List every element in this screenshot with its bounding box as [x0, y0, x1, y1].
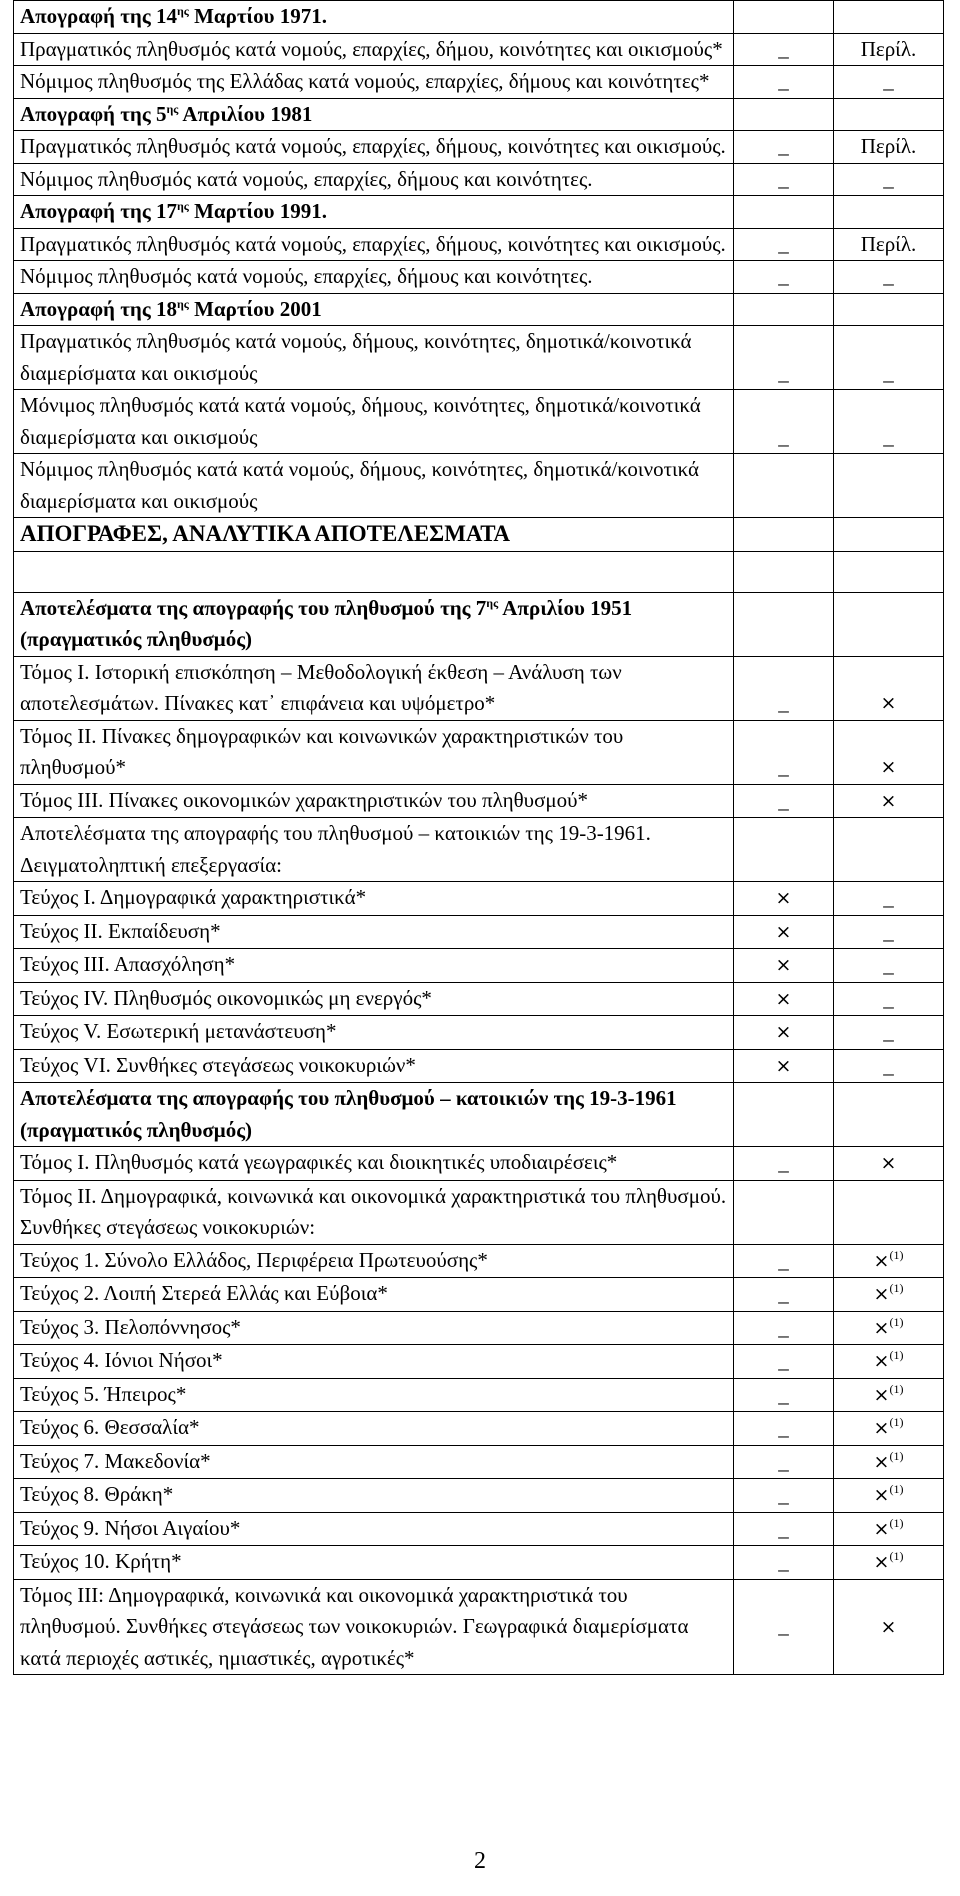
status-cell-b	[834, 818, 944, 882]
dash-mark: _	[778, 1449, 789, 1474]
dash-mark: _	[778, 1349, 789, 1373]
status-cell-b	[834, 1479, 944, 1513]
header-row	[14, 196, 944, 229]
title-cell	[14, 196, 734, 229]
publication-title: Τόμος Ι. Ιστορική επισκόπηση – Μεθοδολογική έκθεση – Ανάλυση των αποτελεσμάτων. Πίνακες κατ᾽ επιφάνεια και υψόμετρο*	[20, 659, 622, 715]
status-cell-a	[734, 1412, 834, 1446]
header-row	[14, 98, 944, 131]
cross-mark: ×	[880, 1615, 897, 1638]
dash-mark: _	[778, 1248, 789, 1273]
status-cell-b	[834, 1412, 944, 1446]
title-cell	[14, 1445, 734, 1479]
publications-table	[13, 0, 944, 1675]
status-cell-b	[834, 98, 944, 131]
cross-mark: ×	[775, 1054, 792, 1077]
dash-mark: _	[883, 1053, 894, 1078]
cross-mark: ×	[873, 1484, 890, 1506]
publication-title: Τεύχος 3. Πελοπόννησος*	[20, 1314, 241, 1339]
item-row	[14, 326, 944, 390]
status-cell-a	[734, 1378, 834, 1412]
cross-mark: ×	[873, 1316, 890, 1339]
title-cell	[14, 656, 734, 720]
cross-mark: ×	[873, 1383, 890, 1406]
item-row	[14, 656, 944, 720]
title-cell	[14, 33, 734, 66]
title-cell	[14, 949, 734, 983]
title-cell	[14, 915, 734, 949]
status-cell-a	[734, 1345, 834, 1379]
title-cell	[14, 1278, 734, 1312]
status-cell-a	[734, 293, 834, 326]
item-row	[14, 949, 944, 983]
status-cell-a	[734, 551, 834, 592]
publication-title: Πραγματικός πληθυσμός κατά νομούς, επαρχίες, δήμους, κοινότητες και οικισμούς.	[20, 134, 726, 158]
status-cell-b	[834, 592, 944, 656]
title-cell	[14, 720, 734, 784]
publication-title: Νόμιμος πληθυσμός της Ελλάδας κατά νομούς, επαρχίες, δήμους και κοινότητες*	[20, 69, 710, 93]
dash-mark: _	[778, 1550, 789, 1574]
footnote-marker: (1)	[889, 1381, 904, 1396]
cross-mark: ×	[880, 756, 897, 778]
status-cell-a	[734, 1083, 834, 1147]
title-cell	[14, 1345, 734, 1379]
title-cell	[14, 982, 734, 1016]
dash-mark: _	[883, 360, 894, 385]
title-cell	[14, 1412, 734, 1446]
status-cell-b	[834, 66, 944, 99]
title-cell	[14, 1, 734, 34]
status-text: Περίλ.	[860, 36, 917, 61]
status-cell-b	[834, 1147, 944, 1181]
status-cell-b	[834, 293, 944, 326]
section-heading: Απογραφή της 14	[20, 4, 177, 28]
item-row	[14, 1412, 944, 1446]
section-heading: Απογραφή της 17	[20, 199, 177, 223]
publication-title: Τεύχος VI. Συνθήκες στεγάσεως νοικοκυριών*	[20, 1052, 416, 1077]
publication-title: Μόνιμος πληθυσμός κατά κατά νομούς, δήμους, κοινότητες, δημοτικά/κοινοτικά διαμερίσματα και οικισμούς	[20, 393, 701, 449]
dash-mark: _	[883, 1020, 894, 1044]
publication-title: Νόμιμος πληθυσμός κατά νομούς, επαρχίες, δήμους και κοινότητες.	[20, 264, 593, 288]
section-heading: Αποτελέσματα της απογραφής του πληθυσμού – κατοικιών της 19-3-1961 (πραγματικός πληθυσμός)	[20, 1086, 677, 1142]
status-cell-b	[834, 784, 944, 818]
cross-mark: ×	[873, 1350, 890, 1372]
dash-mark: _	[778, 1382, 789, 1407]
status-cell-b	[834, 949, 944, 983]
ordinal-superscript: ης	[486, 595, 499, 610]
status-cell-a	[734, 592, 834, 656]
dash-mark: _	[778, 1416, 789, 1440]
publication-title: Τεύχος 9. Νήσοι Αιγαίου*	[20, 1515, 241, 1540]
status-cell-a	[734, 66, 834, 99]
dash-mark: _	[778, 1516, 789, 1541]
section-heading: Απογραφή της 18	[20, 296, 177, 321]
dash-mark: _	[778, 134, 789, 158]
item-row	[14, 1180, 944, 1244]
status-cell-a	[734, 1311, 834, 1345]
section-heading: Αποτελέσματα της απογραφής του πληθυσμού της 7	[20, 595, 487, 620]
status-cell-b	[834, 720, 944, 784]
title-cell	[14, 66, 734, 99]
ordinal-superscript: ης	[176, 4, 189, 18]
status-cell-a	[734, 1512, 834, 1546]
publication-title: Τεύχος 5. Ήπειρος*	[20, 1381, 187, 1406]
dash-mark: _	[778, 69, 789, 93]
status-cell-b	[834, 33, 944, 66]
publication-title: Νόμιμος πληθυσμός κατά κατά νομούς, δήμους, κοινότητες, δημοτικά/κοινοτικά διαμερίσματα και οικισμούς	[20, 457, 700, 513]
heading-continuation: Μαρτίου 1971.	[188, 4, 327, 28]
item-row	[14, 1345, 944, 1379]
cross-mark: ×	[873, 1249, 890, 1272]
publication-title: Τόμος ΙΙΙ: Δημογραφικά, κοινωνικά και οικονομικά χαρακτηριστικά του πληθυσμού. Συνθήκες στεγάσεως των νοικοκυριών. Γεωγραφικά διαμερίσματα κατά περιοχές αστικές, ημιαστικές, αγροτικές*	[20, 1582, 689, 1670]
header-row	[14, 293, 944, 326]
status-cell-b	[834, 454, 944, 518]
publication-title: Πραγματικός πληθυσμός κατά νομούς, επαρχίες, δήμους, κοινότητες και οικισμούς.	[20, 231, 726, 256]
cross-mark: ×	[873, 1551, 890, 1573]
publication-title: Τεύχος 4. Ιόνιοι Νήσοι*	[20, 1348, 223, 1372]
item-row	[14, 163, 944, 196]
status-cell-a	[734, 1244, 834, 1278]
title-cell	[14, 1016, 734, 1050]
status-cell-a	[734, 656, 834, 720]
section-heading: ΑΠΟΓΡΑΦΕΣ, ΑΝΑΛΥΤΙΚΑ ΑΠΟΤΕΛΕΣΜΑΤΑ	[20, 521, 511, 546]
title-cell	[14, 293, 734, 326]
cross-mark: ×	[873, 1517, 890, 1540]
title-cell	[14, 454, 734, 518]
item-row	[14, 1378, 944, 1412]
header-row	[14, 592, 944, 656]
section-row	[14, 518, 944, 552]
dash-mark: _	[883, 69, 894, 93]
title-cell	[14, 1049, 734, 1083]
title-cell	[14, 1311, 734, 1345]
status-cell-a	[734, 1479, 834, 1513]
publication-title: Τεύχος V. Εσωτερική μετανάστευση*	[20, 1019, 337, 1043]
title-cell	[14, 882, 734, 916]
dash-mark: _	[778, 264, 789, 288]
cross-mark: ×	[880, 789, 897, 812]
title-cell	[14, 1378, 734, 1412]
title-cell	[14, 1479, 734, 1513]
publication-title: Τεύχος 10. Κρήτη*	[20, 1549, 182, 1573]
section-heading: Απογραφή της 5	[20, 101, 167, 126]
title-cell	[14, 163, 734, 196]
publication-title: Τόμος ΙΙΙ. Πίνακες οικονομικών χαρακτηριστικών του πληθυσμού*	[20, 787, 589, 812]
item-row	[14, 1546, 944, 1580]
publication-title: Τεύχος Ι. Δημογραφικά χαρακτηριστικά*	[20, 885, 367, 909]
item-row	[14, 720, 944, 784]
publication-title: Τόμος ΙΙ. Δημογραφικά, κοινωνικά και οικονομικά χαρακτηριστικά του πληθυσμού. Συνθήκες στεγάσεως νοικοκυριών:	[20, 1183, 727, 1239]
cross-mark: ×	[873, 1283, 890, 1305]
publication-title: Πραγματικός πληθυσμός κατά νομούς, δήμους, κοινότητες, δημοτικά/κοινοτικά διαμερίσματα και οικισμούς	[20, 329, 692, 385]
status-cell-a	[734, 1278, 834, 1312]
dash-mark: _	[883, 953, 894, 977]
status-cell-b	[834, 1546, 944, 1580]
dash-mark: _	[883, 986, 894, 1011]
status-cell-b	[834, 1378, 944, 1412]
title-cell	[14, 818, 734, 882]
item-row	[14, 784, 944, 818]
item-row	[14, 1147, 944, 1181]
footnote-marker: (1)	[889, 1247, 904, 1262]
title-cell	[14, 1512, 734, 1546]
status-cell-b	[834, 1049, 944, 1083]
status-cell-b	[834, 656, 944, 720]
dash-mark: _	[778, 231, 789, 256]
status-cell-a	[734, 390, 834, 454]
publication-title: Τόμος Ι. Πληθυσμός κατά γεωγραφικές και διοικητικές υποδιαιρέσεις*	[20, 1150, 618, 1174]
status-cell-b	[834, 228, 944, 261]
dash-mark: _	[883, 886, 894, 910]
status-cell-b	[834, 163, 944, 196]
item-row	[14, 131, 944, 164]
status-cell-b	[834, 882, 944, 916]
header-row	[14, 1, 944, 34]
status-cell-a	[734, 1579, 834, 1675]
status-cell-b	[834, 1016, 944, 1050]
cross-mark: ×	[775, 887, 792, 909]
title-cell	[14, 1147, 734, 1181]
dash-mark: _	[778, 788, 789, 813]
item-row	[14, 1512, 944, 1546]
dash-mark: _	[778, 1614, 789, 1638]
item-row	[14, 1016, 944, 1050]
status-cell-b	[834, 390, 944, 454]
heading-continuation: Μαρτίου 2001	[188, 296, 322, 321]
title-cell	[14, 1244, 734, 1278]
status-text: Περίλ.	[860, 134, 917, 158]
status-cell-b	[834, 1512, 944, 1546]
item-row	[14, 228, 944, 261]
status-cell-a	[734, 261, 834, 294]
status-cell-a	[734, 1, 834, 34]
ordinal-superscript: ης	[176, 199, 189, 213]
dash-mark: _	[778, 166, 789, 191]
title-cell	[14, 98, 734, 131]
status-cell-b	[834, 1180, 944, 1244]
item-row	[14, 982, 944, 1016]
title-cell	[14, 261, 734, 294]
status-cell-a	[734, 1049, 834, 1083]
title-cell	[14, 326, 734, 390]
item-row	[14, 66, 944, 99]
status-cell-a	[734, 720, 834, 784]
title-cell	[14, 390, 734, 454]
publication-title: Τεύχος 2. Λοιπή Στερεά Ελλάς και Εύβοια*	[20, 1281, 388, 1305]
dash-mark: _	[883, 424, 894, 449]
title-cell	[14, 1546, 734, 1580]
heading-continuation: Μαρτίου 1991.	[188, 199, 327, 223]
status-cell-b	[834, 915, 944, 949]
item-row	[14, 1445, 944, 1479]
dash-mark: _	[883, 166, 894, 191]
title-cell	[14, 131, 734, 164]
title-cell	[14, 1180, 734, 1244]
footnote-marker: (1)	[889, 1415, 904, 1429]
item-row	[14, 390, 944, 454]
status-cell-a	[734, 1546, 834, 1580]
title-cell	[14, 784, 734, 818]
status-cell-b	[834, 551, 944, 592]
footnote-marker: (1)	[889, 1448, 904, 1463]
status-cell-b	[834, 131, 944, 164]
title-cell	[14, 592, 734, 656]
status-cell-b	[834, 1, 944, 34]
heading-continuation: Απριλίου 1981	[178, 101, 313, 126]
status-cell-b	[834, 1445, 944, 1479]
publication-title: Τεύχος 1. Σύνολο Ελλάδος, Περιφέρεια Πρωτευούσης*	[20, 1247, 488, 1272]
publications-table-body	[14, 1, 944, 1675]
item-row	[14, 882, 944, 916]
publication-title: Τόμος ΙΙ. Πίνακες δημογραφικών και κοινωνικών χαρακτηριστικών του πληθυσμού*	[20, 723, 624, 779]
item-row	[14, 33, 944, 66]
item-row	[14, 1579, 944, 1675]
cross-mark: ×	[775, 920, 792, 943]
heading-continuation: Απριλίου 1951 (πραγματικός πληθυσμός)	[20, 595, 633, 651]
status-cell-a	[734, 163, 834, 196]
publication-title: Νόμιμος πληθυσμός κατά νομούς, επαρχίες, δήμους και κοινότητες.	[20, 166, 593, 191]
publication-title: Τεύχος ΙΙΙ. Απασχόληση*	[20, 952, 236, 976]
status-cell-b	[834, 326, 944, 390]
ordinal-superscript: ης	[166, 101, 179, 116]
dash-mark: _	[778, 36, 789, 61]
status-cell-a	[734, 326, 834, 390]
item-row	[14, 1244, 944, 1278]
title-cell	[14, 1579, 734, 1675]
title-cell	[14, 1083, 734, 1147]
item-row	[14, 454, 944, 518]
dash-mark: _	[778, 360, 789, 385]
status-cell-b	[834, 982, 944, 1016]
dash-mark: _	[778, 424, 789, 449]
status-cell-a	[734, 882, 834, 916]
status-cell-a	[734, 784, 834, 818]
item-row	[14, 1278, 944, 1312]
publication-title: Τεύχος ΙV. Πληθυσμός οικονομικώς μη ενεργός*	[20, 985, 432, 1010]
status-cell-a	[734, 131, 834, 164]
dash-mark: _	[778, 691, 789, 715]
cross-mark: ×	[775, 954, 792, 976]
status-cell-b	[834, 1083, 944, 1147]
dash-mark: _	[778, 1483, 789, 1507]
footnote-marker: (1)	[889, 1281, 904, 1295]
publication-title: Τεύχος ΙΙ. Εκπαίδευση*	[20, 918, 221, 943]
status-cell-a	[734, 454, 834, 518]
status-cell-a	[734, 1147, 834, 1181]
item-row	[14, 915, 944, 949]
status-cell-b	[834, 518, 944, 552]
cross-mark: ×	[775, 987, 792, 1010]
item-row	[14, 1049, 944, 1083]
publication-title: Αποτελέσματα της απογραφής του πληθυσμού – κατοικιών της 19-3-1961. Δειγματοληπτική επεξεργασία:	[20, 821, 651, 877]
publication-title: Τεύχος 8. Θράκη*	[20, 1482, 174, 1506]
header-row	[14, 1083, 944, 1147]
publication-title: Τεύχος 6. Θεσσαλία*	[20, 1415, 200, 1439]
ordinal-superscript: ης	[176, 296, 189, 311]
status-cell-a	[734, 33, 834, 66]
status-cell-a	[734, 518, 834, 552]
cross-mark: ×	[873, 1450, 890, 1473]
cross-mark: ×	[880, 692, 897, 714]
footnote-marker: (1)	[889, 1549, 904, 1563]
dash-mark: _	[778, 1315, 789, 1340]
footnote-marker: (1)	[889, 1515, 904, 1530]
status-cell-b	[834, 261, 944, 294]
title-cell	[14, 518, 734, 552]
footnote-marker: (1)	[889, 1314, 904, 1329]
item-row	[14, 818, 944, 882]
status-cell-a	[734, 818, 834, 882]
status-cell-b	[834, 1311, 944, 1345]
item-row	[14, 1311, 944, 1345]
item-row	[14, 1479, 944, 1513]
status-cell-a	[734, 949, 834, 983]
title-cell	[14, 551, 734, 592]
dash-mark: _	[778, 755, 789, 779]
title-cell	[14, 228, 734, 261]
page-number: 2	[474, 1848, 486, 1874]
spacer-row	[14, 551, 944, 592]
status-cell-a	[734, 228, 834, 261]
status-cell-b	[834, 1345, 944, 1379]
dash-mark: _	[778, 1282, 789, 1306]
cross-mark: ×	[873, 1417, 890, 1439]
status-cell-a	[734, 982, 834, 1016]
status-cell-a	[734, 1016, 834, 1050]
dash-mark: _	[883, 919, 894, 944]
publication-title: Πραγματικός πληθυσμός κατά νομούς, επαρχίες, δήμου, κοινότητες και οικισμούς*	[20, 36, 723, 61]
dash-mark: _	[778, 1151, 789, 1175]
status-cell-a	[734, 1180, 834, 1244]
status-text: Περίλ.	[860, 231, 917, 256]
status-cell-b	[834, 1579, 944, 1675]
footnote-marker: (1)	[889, 1348, 904, 1362]
footnote-marker: (1)	[889, 1482, 904, 1496]
status-cell-a	[734, 1445, 834, 1479]
item-row	[14, 261, 944, 294]
status-cell-a	[734, 196, 834, 229]
publication-title: Τεύχος 7. Μακεδονία*	[20, 1448, 211, 1473]
status-cell-a	[734, 98, 834, 131]
status-cell-b	[834, 196, 944, 229]
dash-mark: _	[883, 264, 894, 288]
status-cell-a	[734, 915, 834, 949]
status-cell-b	[834, 1278, 944, 1312]
cross-mark: ×	[775, 1021, 792, 1043]
status-cell-b	[834, 1244, 944, 1278]
cross-mark: ×	[880, 1152, 897, 1174]
